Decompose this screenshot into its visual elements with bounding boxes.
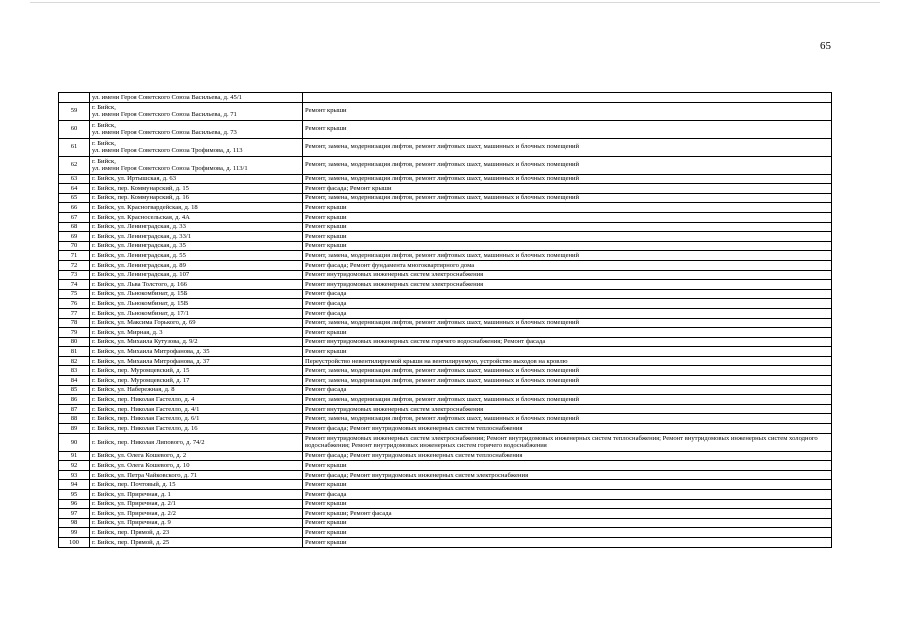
- address-cell: г. Бийск, ул. Максима Горького, д. 69: [90, 318, 303, 328]
- repair-work-cell: Ремонт крыши: [303, 528, 832, 538]
- address-cell: г. Бийск, пер. Коммунарский, д. 15: [90, 184, 303, 194]
- table-row: [59, 93, 832, 103]
- repair-work-cell: Ремонт крыши: [303, 537, 832, 547]
- address-cell: г. Бийск, пер. Николая Гастелло, д. 6/1: [90, 414, 303, 424]
- address-cell: г. Бийск, пер. Прямой, д. 25: [90, 537, 303, 547]
- table-row: [59, 184, 832, 194]
- repair-work-cell: Ремонт крыши; Ремонт фасада: [303, 509, 832, 519]
- address-cell: г. Бийск, ул. Олега Кошевого, д. 10: [90, 461, 303, 471]
- row-number: 82: [59, 356, 90, 366]
- repair-work-cell: Ремонт, замена, модернизация лифтов, ремонт лифтовых шахт, машинных и блочных помещений: [303, 395, 832, 405]
- row-number: 90: [59, 433, 90, 451]
- table-row: [59, 480, 832, 490]
- row-number: 84: [59, 376, 90, 386]
- row-number: 77: [59, 308, 90, 318]
- row-number: [59, 93, 90, 103]
- row-number: 95: [59, 490, 90, 500]
- table-row: [59, 414, 832, 424]
- repair-work-cell: Ремонт, замена, модернизация лифтов, ремонт лифтовых шахт, машинных и блочных помещений: [303, 414, 832, 424]
- table-row: [59, 120, 832, 138]
- repair-work-cell: Ремонт фасада: [303, 289, 832, 299]
- address-cell: г. Бийск, ул. Красносельская, д. 4А: [90, 212, 303, 222]
- repair-work-cell: Ремонт крыши: [303, 120, 832, 138]
- table-row: [59, 366, 832, 376]
- repair-work-cell: Ремонт фасада: [303, 299, 832, 309]
- table-row: [59, 193, 832, 203]
- table-row: [59, 404, 832, 414]
- row-number: 99: [59, 528, 90, 538]
- table-row: [59, 232, 832, 242]
- repair-work-cell: Ремонт, замена, модернизация лифтов, ремонт лифтовых шахт, машинных и блочных помещений: [303, 193, 832, 203]
- table-row: [59, 490, 832, 500]
- repair-work-cell: Ремонт внутридомовых инженерных систем горячего водоснабжения; Ремонт фасада: [303, 337, 832, 347]
- row-number: 64: [59, 184, 90, 194]
- table-row: [59, 260, 832, 270]
- address-line: г. Бийск,: [92, 139, 116, 147]
- address-cell: г. Бийск, пер. Коммунарский, д. 16: [90, 193, 303, 203]
- address-cell: [90, 120, 303, 138]
- table-row: [59, 337, 832, 347]
- table-row: [59, 280, 832, 290]
- repair-work-cell: Ремонт крыши: [303, 203, 832, 213]
- table-row: [59, 251, 832, 261]
- table-row: [59, 451, 832, 461]
- repair-work-cell: Ремонт, замена, модернизация лифтов, ремонт лифтовых шахт, машинных и блочных помещений: [303, 156, 832, 174]
- repair-work-cell: Ремонт фасада; Ремонт крыши: [303, 184, 832, 194]
- table-row: [59, 270, 832, 280]
- table-row: [59, 528, 832, 538]
- address-cell: г. Бийск, ул. Ленинградская, д. 107: [90, 270, 303, 280]
- row-number: 75: [59, 289, 90, 299]
- repair-work-cell: Ремонт крыши: [303, 102, 832, 120]
- address-cell: [90, 156, 303, 174]
- row-number: 80: [59, 337, 90, 347]
- row-number: 66: [59, 203, 90, 213]
- row-number: 72: [59, 260, 90, 270]
- row-number: 92: [59, 461, 90, 471]
- table-row: [59, 203, 832, 213]
- repair-registry-table: [58, 92, 832, 548]
- row-number: 65: [59, 193, 90, 203]
- address-line: ул. имени Героя Советского Союза Васильева, д. 71: [92, 111, 237, 119]
- table-row: [59, 433, 832, 451]
- address-cell: г. Бийск, ул. Приречная, д. 1: [90, 490, 303, 500]
- address-cell: г. Бийск, ул. Ленинградская, д. 55: [90, 251, 303, 261]
- row-number: 89: [59, 424, 90, 434]
- repair-work-cell: Ремонт внутридомовых инженерных систем электроснабжения: [303, 404, 832, 414]
- address-cell: г. Бийск, ул. Иртышская, д. 63: [90, 174, 303, 184]
- table-row: [59, 328, 832, 338]
- repair-work-cell: Ремонт крыши: [303, 499, 832, 509]
- row-number: 94: [59, 480, 90, 490]
- repair-work-cell: Ремонт фасада; Ремонт внутридомовых инженерных систем теплоснабжения: [303, 451, 832, 461]
- row-number: 87: [59, 404, 90, 414]
- table-row: [59, 138, 832, 156]
- repair-work-cell: Ремонт крыши: [303, 480, 832, 490]
- row-number: 98: [59, 518, 90, 528]
- address-cell: г. Бийск, пер. Муромцевский, д. 17: [90, 376, 303, 386]
- address-cell: г. Бийск, ул. Льнокомбинат, д. 15В: [90, 299, 303, 309]
- row-number: 63: [59, 174, 90, 184]
- repair-work-cell: Ремонт крыши: [303, 518, 832, 528]
- address-cell: г. Бийск, ул. Мирная, д. 3: [90, 328, 303, 338]
- table-row: [59, 509, 832, 519]
- address-cell: [90, 138, 303, 156]
- row-number: 83: [59, 366, 90, 376]
- address-cell: г. Бийск, ул. Ленинградская, д. 33/1: [90, 232, 303, 242]
- row-number: 59: [59, 102, 90, 120]
- repair-work-cell: Ремонт крыши: [303, 212, 832, 222]
- repair-work-cell: Ремонт внутридомовых инженерных систем электроснабжения; Ремонт внутридомовых инженерных систем теплоснабжения; Ремонт внутридомовых инженерных систем холодного водоснабжения; Ремонт внутридомовых инженерных систем горячего водоснабжения: [303, 433, 832, 451]
- repair-work-cell: Ремонт крыши: [303, 241, 832, 251]
- repair-work-cell: Ремонт фасада; Ремонт внутридомовых инженерных систем электроснабжения: [303, 470, 832, 480]
- address-line: ул. имени Героя Советского Союза Васильева, д. 73: [92, 129, 237, 137]
- table-row: [59, 222, 832, 232]
- repair-work-cell: Ремонт фасада; Ремонт фундамента многоквартирного дома: [303, 260, 832, 270]
- address-line: ул. имени Героя Советского Союза Трофимова, д. 113/1: [92, 165, 248, 173]
- row-number: 100: [59, 537, 90, 547]
- row-number: 81: [59, 347, 90, 357]
- table-row: [59, 156, 832, 174]
- address-cell: [90, 102, 303, 120]
- repair-work-cell: Ремонт фасада: [303, 308, 832, 318]
- row-number: 96: [59, 499, 90, 509]
- row-number: 74: [59, 280, 90, 290]
- repair-work-cell: [303, 93, 832, 103]
- table-row: [59, 395, 832, 405]
- table-row: [59, 174, 832, 184]
- row-number: 79: [59, 328, 90, 338]
- table-row: [59, 289, 832, 299]
- table-row: [59, 356, 832, 366]
- row-number: 68: [59, 222, 90, 232]
- repair-work-cell: Ремонт крыши: [303, 347, 832, 357]
- table-row: [59, 299, 832, 309]
- address-cell: г. Бийск, ул. Михаила Митрофанова, д. 35: [90, 347, 303, 357]
- table-row: [59, 318, 832, 328]
- address-cell: г. Бийск, ул. Набережная, д. 8: [90, 385, 303, 395]
- address-cell: г. Бийск, пер. Николая Гастелло, д. 4/1: [90, 404, 303, 414]
- row-number: 93: [59, 470, 90, 480]
- address-cell: г. Бийск, ул. Льнокомбинат, д. 15Б: [90, 289, 303, 299]
- row-number: 61: [59, 138, 90, 156]
- scan-edge-line: [30, 2, 880, 3]
- address-cell: ул. имени Героя Советского Союза Васильева, д. 45/1: [90, 93, 303, 103]
- repair-work-cell: Ремонт фасада: [303, 385, 832, 395]
- address-line: г. Бийск,: [92, 157, 116, 165]
- row-number: 71: [59, 251, 90, 261]
- repair-work-cell: Ремонт крыши: [303, 222, 832, 232]
- table-row: [59, 102, 832, 120]
- row-number: 60: [59, 120, 90, 138]
- table-row: [59, 424, 832, 434]
- row-number: 69: [59, 232, 90, 242]
- repair-work-cell: Ремонт фасада; Ремонт внутридомовых инженерных систем теплоснабжения: [303, 424, 832, 434]
- page-number: 65: [820, 40, 831, 52]
- table-row: [59, 385, 832, 395]
- repair-work-cell: Ремонт, замена, модернизация лифтов, ремонт лифтовых шахт, машинных и блочных помещений: [303, 376, 832, 386]
- repair-work-cell: Ремонт крыши: [303, 461, 832, 471]
- address-cell: г. Бийск, ул. Приречная, д. 9: [90, 518, 303, 528]
- table-row: [59, 308, 832, 318]
- repair-work-cell: Ремонт, замена, модернизация лифтов, ремонт лифтовых шахт, машинных и блочных помещений: [303, 138, 832, 156]
- row-number: 73: [59, 270, 90, 280]
- repair-work-cell: Переустройство невентилируемой крыши на вентилируемую, устройство выходов на кровлю: [303, 356, 832, 366]
- table-row: [59, 470, 832, 480]
- address-cell: г. Бийск, пер. Почтовый, д. 15: [90, 480, 303, 490]
- row-number: 78: [59, 318, 90, 328]
- address-line: г. Бийск,: [92, 121, 116, 129]
- address-cell: г. Бийск, ул. Ленинградская, д. 35: [90, 241, 303, 251]
- repair-work-cell: Ремонт крыши: [303, 232, 832, 242]
- repair-work-cell: Ремонт внутридомовых инженерных систем электроснабжения: [303, 280, 832, 290]
- address-cell: г. Бийск, ул. Ленинградская, д. 33: [90, 222, 303, 232]
- table-row: [59, 241, 832, 251]
- table-row: [59, 347, 832, 357]
- address-cell: г. Бийск, ул. Красногвардейская, д. 18: [90, 203, 303, 213]
- table-row: [59, 537, 832, 547]
- address-cell: г. Бийск, ул. Приречная, д. 2/2: [90, 509, 303, 519]
- table-row: [59, 518, 832, 528]
- repair-work-cell: Ремонт, замена, модернизация лифтов, ремонт лифтовых шахт, машинных и блочных помещений: [303, 366, 832, 376]
- row-number: 86: [59, 395, 90, 405]
- address-cell: г. Бийск, ул. Ленинградская, д. 89: [90, 260, 303, 270]
- table-row: [59, 376, 832, 386]
- address-cell: г. Бийск, пер. Николая Липового, д. 74/2: [90, 433, 303, 451]
- row-number: 88: [59, 414, 90, 424]
- address-cell: г. Бийск, пер. Муромцевский, д. 15: [90, 366, 303, 376]
- repair-work-cell: Ремонт внутридомовых инженерных систем электроснабжения: [303, 270, 832, 280]
- address-cell: г. Бийск, ул. Олега Кошевого, д. 2: [90, 451, 303, 461]
- row-number: 62: [59, 156, 90, 174]
- address-cell: г. Бийск, ул. Приречная, д. 2/1: [90, 499, 303, 509]
- repair-work-cell: Ремонт фасада: [303, 490, 832, 500]
- repair-work-cell: Ремонт, замена, модернизация лифтов, ремонт лифтовых шахт, машинных и блочных помещений: [303, 251, 832, 261]
- row-number: 85: [59, 385, 90, 395]
- table-row: [59, 499, 832, 509]
- table-row: [59, 212, 832, 222]
- address-cell: г. Бийск, ул. Михаила Митрофанова, д. 37: [90, 356, 303, 366]
- repair-work-cell: Ремонт крыши: [303, 328, 832, 338]
- row-number: 70: [59, 241, 90, 251]
- row-number: 76: [59, 299, 90, 309]
- table-row: [59, 461, 832, 471]
- address-cell: г. Бийск, пер. Николая Гастелло, д. 16: [90, 424, 303, 434]
- repair-work-cell: Ремонт, замена, модернизация лифтов, ремонт лифтовых шахт, машинных и блочных помещений: [303, 318, 832, 328]
- address-cell: г. Бийск, ул. Льва Толстого, д. 166: [90, 280, 303, 290]
- repair-work-cell: Ремонт, замена, модернизация лифтов, ремонт лифтовых шахт, машинных и блочных помещений: [303, 174, 832, 184]
- address-line: ул. имени Героя Советского Союза Трофимова, д. 113: [92, 147, 243, 155]
- address-cell: г. Бийск, ул. Михаила Кутузова, д. 9/2: [90, 337, 303, 347]
- address-line: г. Бийск,: [92, 103, 116, 111]
- row-number: 97: [59, 509, 90, 519]
- row-number: 67: [59, 212, 90, 222]
- address-cell: г. Бийск, пер. Николая Гастелло, д. 4: [90, 395, 303, 405]
- address-cell: г. Бийск, ул. Петра Чайковского, д. 71: [90, 470, 303, 480]
- address-cell: г. Бийск, пер. Прямой, д. 23: [90, 528, 303, 538]
- row-number: 91: [59, 451, 90, 461]
- address-cell: г. Бийск, ул. Льнокомбинат, д. 17/1: [90, 308, 303, 318]
